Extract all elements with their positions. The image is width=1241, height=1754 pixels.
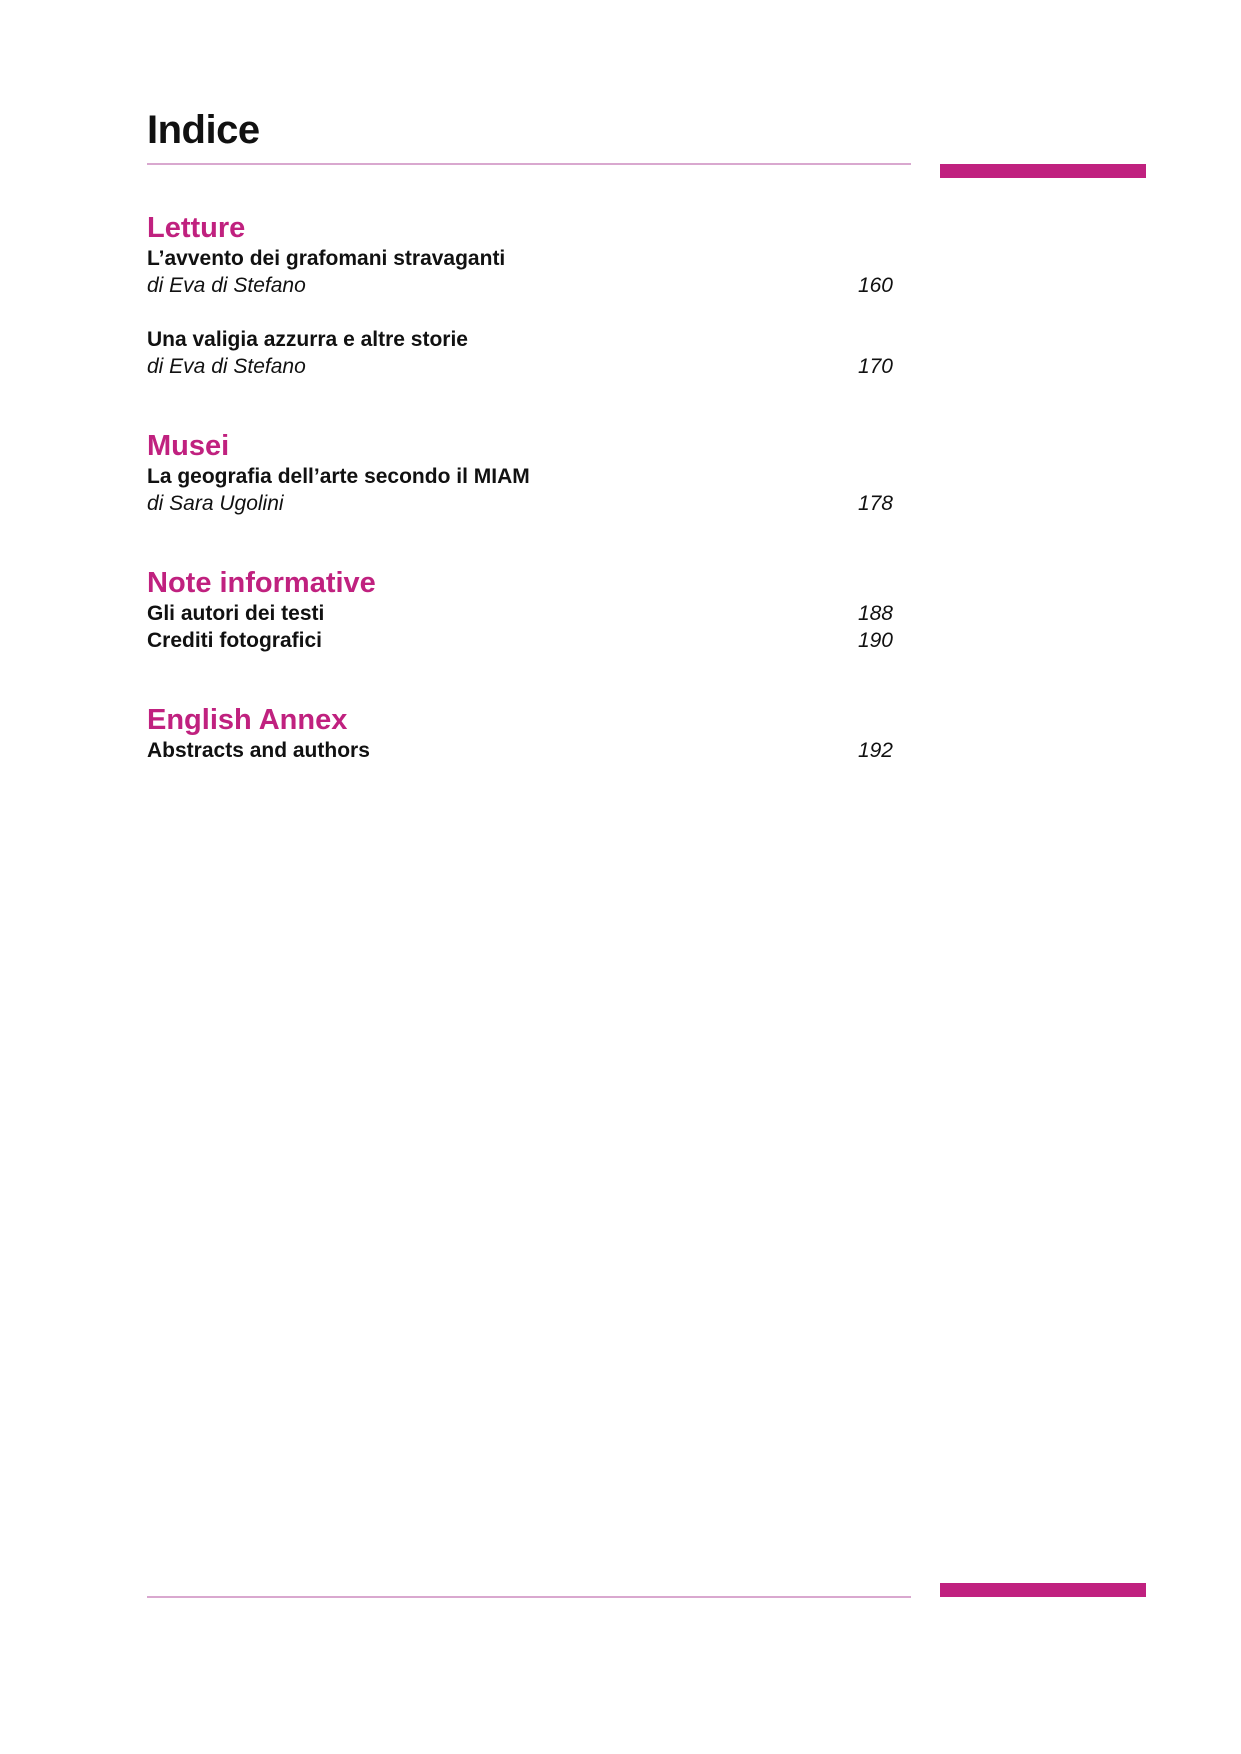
entry-page-number: 192 — [857, 739, 893, 762]
toc-section-note-informative — [147, 566, 893, 654]
entry-page-number: 190 — [857, 629, 893, 652]
entry-page-number: 160 — [857, 274, 893, 297]
entry-title: L’avvento dei grafomani stravaganti — [147, 247, 506, 270]
footer-divider — [147, 1596, 911, 1598]
entry-spacer — [147, 299, 893, 326]
toc-entry[interactable] — [147, 245, 893, 299]
entry-title: Una valigia azzurra e altre storie — [147, 328, 468, 351]
entry-page-number: 170 — [857, 355, 893, 378]
header-divider — [147, 163, 911, 165]
entry-title: La geografia dell’arte secondo il MIAM — [147, 465, 530, 488]
toc-entry[interactable] — [147, 463, 893, 517]
footer-accent-bar — [940, 1583, 1146, 1597]
entry-page-number: 188 — [857, 602, 893, 625]
toc-entry[interactable] — [147, 600, 893, 627]
header-accent-bar — [940, 164, 1146, 178]
entry-title: Crediti fotografici — [147, 629, 323, 652]
section-heading: English Annex — [147, 704, 348, 736]
toc-section-english-annex — [147, 703, 893, 764]
entry-title: Abstracts and authors — [147, 739, 370, 762]
entry-author: di Sara Ugolini — [147, 492, 284, 515]
toc-entry[interactable] — [147, 326, 893, 380]
toc-entry[interactable] — [147, 627, 893, 654]
section-heading: Letture — [147, 212, 246, 244]
toc-section-letture — [147, 211, 893, 380]
toc-entry[interactable] — [147, 737, 893, 764]
section-heading: Musei — [147, 430, 230, 462]
page-title: Indice — [147, 108, 260, 152]
entry-author: di Eva di Stefano — [147, 355, 306, 378]
entry-title: Gli autori dei testi — [147, 602, 325, 625]
entry-author: di Eva di Stefano — [147, 274, 306, 297]
entry-page-number: 178 — [857, 492, 893, 515]
section-heading: Note informative — [147, 567, 376, 599]
toc-section-musei — [147, 429, 893, 517]
